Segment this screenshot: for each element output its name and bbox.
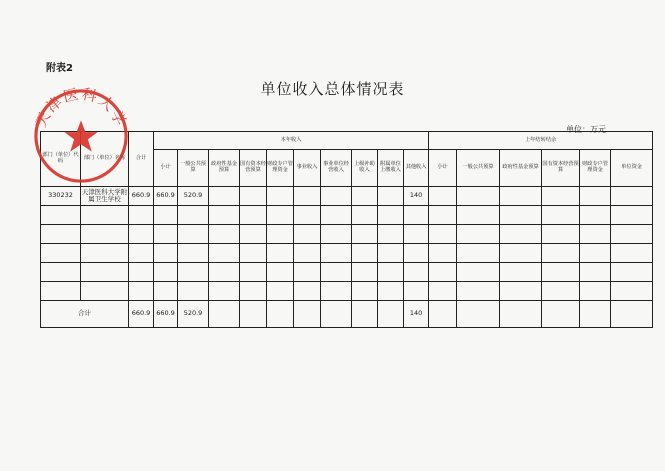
totals-cur-affiliate-remit	[378, 301, 404, 328]
empty-row	[41, 206, 653, 225]
header-cur-gov-fund: 政府性基金预算	[209, 150, 240, 187]
table-row	[41, 187, 653, 206]
header-prior-unit-funds: 单位资金	[611, 150, 653, 187]
cell-prior-state-capital	[542, 187, 580, 206]
cell-prior-special-account	[580, 187, 611, 206]
totals-cur-general-budget: 520.9	[178, 301, 209, 328]
header-cur-state-capital: 国有资本经营预算	[240, 150, 267, 187]
totals-prior-unit-funds	[611, 301, 653, 328]
totals-cur-gov-fund	[209, 301, 240, 328]
totals-prior-special-account	[580, 301, 611, 328]
cell-cur-special-account	[267, 187, 294, 206]
cell-cur-gov-fund	[209, 187, 240, 206]
header-prior-gov-fund: 政府性基金预算	[500, 150, 542, 187]
annex-label: 附表2	[46, 63, 73, 74]
header-prior-subtotal: 小计	[429, 150, 457, 187]
totals-label: 合计	[41, 301, 129, 328]
header-dept-name: 部门（单位）名称	[81, 132, 129, 187]
totals-cur-state-capital	[240, 301, 267, 328]
header-prior-general-budget: 一般公共预算	[457, 150, 500, 187]
cell-cur-state-capital	[240, 187, 267, 206]
cell-prior-gov-fund	[500, 187, 542, 206]
totals-cur-superior-subsidy	[352, 301, 378, 328]
cell-cur-operating-income	[321, 187, 352, 206]
empty-row	[41, 225, 653, 244]
cell-cur-business-income	[294, 187, 321, 206]
header-cur-superior-subsidy: 上级补助收入	[352, 150, 378, 187]
totals-cur-other-income: 140	[404, 301, 429, 328]
totals-prior-gov-fund	[500, 301, 542, 328]
totals-total: 660.9	[129, 301, 154, 328]
header-cur-operating-income: 事业单位经营收入	[321, 150, 352, 187]
cell-total: 660.9	[129, 187, 154, 206]
header-prior-special-account: 财政专户管理资金	[580, 150, 611, 187]
empty-row	[41, 263, 653, 282]
totals-cur-business-income	[294, 301, 321, 328]
totals-cur-special-account	[267, 301, 294, 328]
header-cur-general-budget: 一般公共预算	[178, 150, 209, 187]
totals-prior-state-capital	[542, 301, 580, 328]
header-dept-code: 部门（单位）代码	[41, 132, 81, 187]
totals-row	[41, 301, 653, 328]
page-title: 单位收入总体情况表	[260, 80, 405, 98]
cell-cur-other-income: 140	[404, 187, 429, 206]
empty-row	[41, 244, 653, 263]
header-prior-year-carryover: 上年结转结余	[429, 132, 653, 150]
unit-label: 单位：万元	[566, 125, 606, 134]
cell-dept-name: 天津医科大学附属卫生学校	[81, 187, 129, 206]
totals-prior-general-budget	[457, 301, 500, 328]
header-total: 合计	[129, 132, 154, 187]
header-current-year-income: 本年收入	[154, 132, 429, 150]
header-cur-affiliate-remit: 附属单位上缴收入	[378, 150, 404, 187]
cell-cur-general-budget: 520.9	[178, 187, 209, 206]
totals-prior-subtotal	[429, 301, 457, 328]
cell-cur-affiliate-remit	[378, 187, 404, 206]
income-table	[40, 131, 653, 328]
totals-cur-subtotal: 660.9	[154, 301, 178, 328]
header-cur-special-account: 财政专户管理资金	[267, 150, 294, 187]
header-row-1	[41, 132, 653, 150]
header-cur-business-income: 事业收入	[294, 150, 321, 187]
empty-row	[41, 282, 653, 301]
cell-prior-general-budget	[457, 187, 500, 206]
cell-prior-unit-funds	[611, 187, 653, 206]
header-prior-state-capital: 国有资本经营预算	[542, 150, 580, 187]
header-cur-subtotal: 小计	[154, 150, 178, 187]
header-cur-other-income: 其他收入	[404, 150, 429, 187]
cell-cur-subtotal: 660.9	[154, 187, 178, 206]
cell-dept-code: 330232	[41, 187, 81, 206]
seal-text: 天津医科大学	[32, 87, 130, 130]
totals-cur-operating-income	[321, 301, 352, 328]
cell-cur-superior-subsidy	[352, 187, 378, 206]
cell-prior-subtotal	[429, 187, 457, 206]
